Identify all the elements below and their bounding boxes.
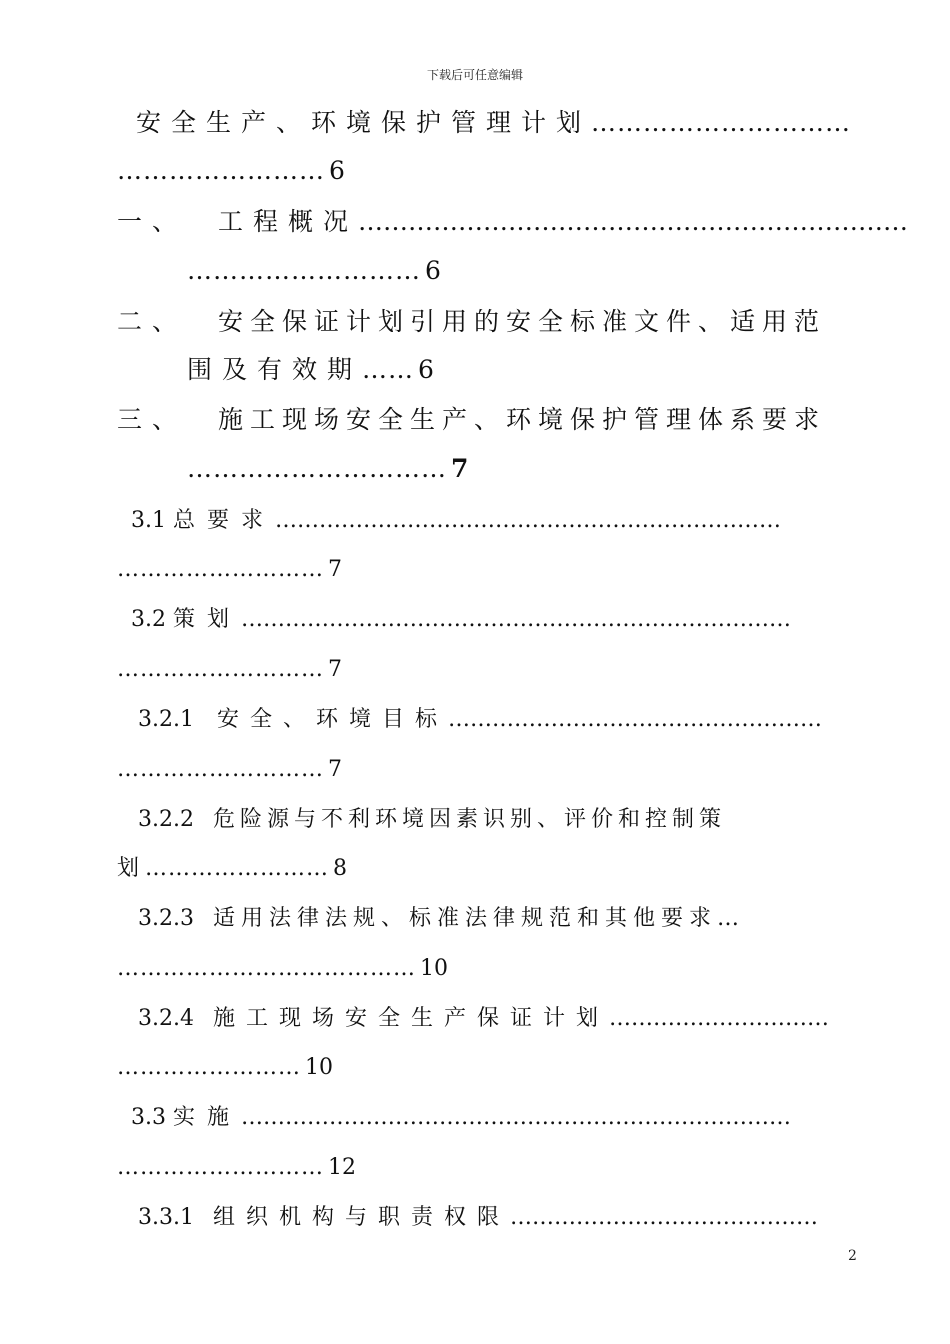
toc-entry-title: [138, 904, 740, 934]
toc-entry-continuation: [117, 755, 342, 785]
toc-title: 策划: [173, 607, 242, 632]
toc-entry-continuation: [117, 655, 342, 685]
toc-leader-dots: ……………………: [117, 156, 325, 185]
toc-leader-dots: ……………………: [117, 1055, 301, 1080]
page-number: 2: [848, 1248, 857, 1264]
toc-leader-dots: ……………………………………: [510, 1205, 818, 1230]
toc-leader-dots: ………………………: [117, 1155, 324, 1180]
toc-leader-dots: ……………………………………………………………: [275, 508, 782, 533]
toc-page-number: 10: [305, 1055, 333, 1080]
toc-leader-dots: …………………………………: [117, 956, 416, 981]
toc-prefix: 3.1: [131, 508, 166, 533]
toc-title: 工程概况: [218, 207, 359, 236]
toc-prefix: 三、: [117, 405, 188, 434]
toc-entry-title: [136, 108, 851, 138]
toc-entry-title: [138, 1004, 829, 1034]
toc-prefix: 3.3: [131, 1105, 166, 1130]
toc-prefix: 3.2.4: [138, 1006, 194, 1031]
toc-page-number: 10: [420, 956, 448, 981]
toc-page-number: 7: [328, 557, 342, 582]
toc-title: 安全生产、环境保护管理计划: [136, 108, 592, 137]
toc-leader-dots: ……………………………………………: [448, 707, 822, 732]
toc-entry-title: [138, 805, 726, 835]
toc-page-number: 6: [418, 355, 434, 384]
toc-entry-continuation: [187, 454, 468, 484]
toc-entry-continuation: [187, 355, 434, 385]
toc-page-number: 6: [425, 256, 441, 285]
toc-title: 组织机构与职责权限: [212, 1205, 510, 1230]
toc-prefix: 一、: [117, 207, 188, 236]
toc-leader-dots: …………………………: [591, 108, 852, 137]
toc-leader-dots: …: [717, 906, 740, 931]
toc-prefix: 3.2.1: [138, 707, 194, 732]
toc-title: 施工现场安全生产保证计划: [212, 1006, 609, 1031]
toc-page-number: 7: [451, 454, 469, 483]
toc-prefix: 3.3.1: [138, 1205, 194, 1230]
toc-page-number: 12: [328, 1155, 356, 1180]
toc-leader-dots: ………………………: [187, 256, 421, 285]
toc-entry-continuation: [117, 555, 342, 585]
toc-leader-dots: …………………………: [609, 1006, 829, 1031]
toc-leader-dots: …………………………………………………………………: [241, 1105, 792, 1130]
toc-title: 安全保证计划引用的安全标准文件、适用范: [218, 307, 827, 336]
toc-prefix: 二、: [117, 307, 188, 336]
toc-page-number: 7: [328, 757, 342, 782]
toc-entry-title: [138, 705, 822, 735]
toc-leader-dots: …………………………………………………………………: [241, 607, 792, 632]
toc-leader-dots: ………………………: [117, 557, 324, 582]
page-header: 下载后可任意编辑: [426, 68, 523, 82]
toc-title: 适用法律法规、标准法律规范和其他要求: [212, 906, 717, 931]
toc-title: 总要求: [173, 508, 276, 533]
toc-entry-continuation: [117, 156, 345, 186]
toc-leader-dots: ………………………: [117, 657, 324, 682]
toc-leader-dots: …………………………………………………………: [358, 207, 909, 236]
toc-entry-title: [131, 1103, 791, 1133]
toc-page-number: 6: [329, 156, 345, 185]
toc-entry-title: [131, 506, 781, 536]
toc-leader-dots: …………………………: [187, 454, 447, 483]
toc-title: 施工现场安全生产、环境保护管理体系要求: [218, 405, 827, 434]
toc-entry-continuation: [117, 854, 347, 884]
toc-leader-dots: ………………………: [117, 757, 324, 782]
toc-page-number: 7: [328, 657, 342, 682]
toc-prefix: 3.2: [131, 607, 166, 632]
toc-title-continuation: 划: [117, 856, 140, 881]
toc-title-continuation: 围及有效期: [187, 355, 363, 384]
toc-page-number: 8: [333, 856, 348, 881]
toc-entry-continuation: [117, 954, 448, 984]
toc-title: 实施: [173, 1105, 242, 1130]
toc-leader-dots: ……………………: [145, 856, 330, 881]
toc-entry-title: [138, 1203, 818, 1233]
toc-prefix: 3.2.2: [138, 807, 194, 832]
toc-entry-continuation: [117, 1153, 356, 1183]
toc-entry-title: [131, 605, 791, 635]
toc-entry-continuation: [117, 1053, 333, 1083]
toc-title: 危险源与不利环境因素识别、评价和控制策: [212, 807, 726, 832]
toc-entry-continuation: [187, 256, 441, 286]
toc-title: 安全、环境目标: [216, 707, 448, 732]
toc-prefix: 3.2.3: [138, 906, 194, 931]
toc-entry-title: [218, 207, 908, 237]
toc-leader-dots: ……: [362, 355, 415, 384]
toc-entry-title: [117, 207, 187, 237]
